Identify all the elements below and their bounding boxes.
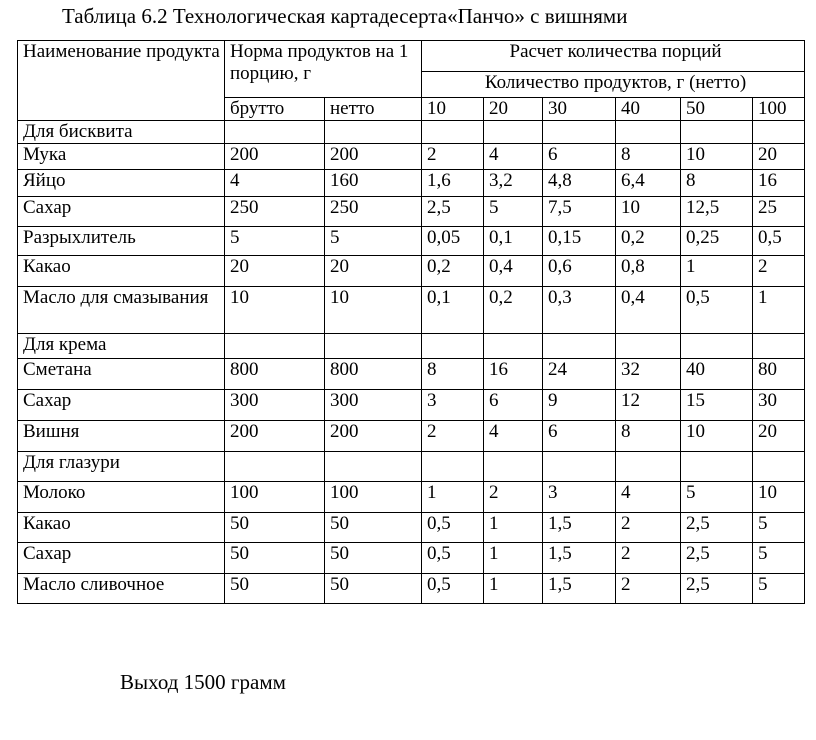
portion-value-100: 5 bbox=[753, 543, 805, 574]
portion-value-10: 0,1 bbox=[422, 287, 484, 334]
portion-value-30: 9 bbox=[543, 390, 616, 421]
empty-cell bbox=[484, 121, 543, 144]
table-row bbox=[18, 421, 805, 452]
portion-value-40: 2 bbox=[616, 513, 681, 543]
netto-cell: 160 bbox=[325, 170, 422, 197]
portion-value-10: 8 bbox=[422, 359, 484, 390]
section-label: Для крема bbox=[18, 334, 225, 359]
portion-value-100: 5 bbox=[753, 513, 805, 543]
portion-value-50: 10 bbox=[681, 144, 753, 170]
portion-value-50: 2,5 bbox=[681, 543, 753, 574]
portion-value-10: 2 bbox=[422, 421, 484, 452]
table-row bbox=[18, 170, 805, 197]
table-row bbox=[18, 144, 805, 170]
portion-value-40: 8 bbox=[616, 421, 681, 452]
header-portions-100: 100 bbox=[753, 98, 805, 121]
table-row bbox=[18, 197, 805, 227]
product-name: Масло сливочное bbox=[18, 574, 225, 604]
table-row bbox=[18, 390, 805, 421]
product-name: Вишня bbox=[18, 421, 225, 452]
product-name: Мука bbox=[18, 144, 225, 170]
empty-cell bbox=[543, 452, 616, 482]
portion-value-10: 0,5 bbox=[422, 513, 484, 543]
empty-cell bbox=[681, 334, 753, 359]
portion-value-10: 0,05 bbox=[422, 227, 484, 256]
portion-value-40: 2 bbox=[616, 574, 681, 604]
yield-text: Выход 1500 грамм bbox=[120, 670, 286, 694]
portion-value-50: 2,5 bbox=[681, 574, 753, 604]
portion-value-50: 8 bbox=[681, 170, 753, 197]
section-label: Для бисквита bbox=[18, 121, 225, 144]
product-name: Сахар bbox=[18, 197, 225, 227]
portion-value-100: 20 bbox=[753, 144, 805, 170]
header-netto: нетто bbox=[325, 98, 422, 121]
empty-cell bbox=[753, 121, 805, 144]
portion-value-30: 24 bbox=[543, 359, 616, 390]
table-row bbox=[18, 482, 805, 513]
portion-value-20: 0,4 bbox=[484, 256, 543, 287]
portion-value-30: 7,5 bbox=[543, 197, 616, 227]
empty-cell bbox=[225, 452, 325, 482]
portion-value-100: 16 bbox=[753, 170, 805, 197]
netto-cell: 50 bbox=[325, 574, 422, 604]
netto-cell: 10 bbox=[325, 287, 422, 334]
portion-value-50: 5 bbox=[681, 482, 753, 513]
netto-cell: 250 bbox=[325, 197, 422, 227]
empty-cell bbox=[616, 452, 681, 482]
portion-value-40: 32 bbox=[616, 359, 681, 390]
product-name: Молоко bbox=[18, 482, 225, 513]
portion-value-100: 80 bbox=[753, 359, 805, 390]
portion-value-40: 12 bbox=[616, 390, 681, 421]
portion-value-30: 6 bbox=[543, 144, 616, 170]
portion-value-30: 3 bbox=[543, 482, 616, 513]
portion-value-20: 0,2 bbox=[484, 287, 543, 334]
portion-value-100: 10 bbox=[753, 482, 805, 513]
product-name: Сахар bbox=[18, 390, 225, 421]
product-name: Сахар bbox=[18, 543, 225, 574]
product-name: Сметана bbox=[18, 359, 225, 390]
empty-cell bbox=[325, 121, 422, 144]
brutto-cell: 250 bbox=[225, 197, 325, 227]
section-label: Для глазури bbox=[18, 452, 225, 482]
portion-value-10: 0,5 bbox=[422, 574, 484, 604]
empty-cell bbox=[325, 334, 422, 359]
portion-value-20: 4 bbox=[484, 421, 543, 452]
tech-card-table bbox=[17, 40, 805, 604]
netto-cell: 300 bbox=[325, 390, 422, 421]
table-row bbox=[18, 227, 805, 256]
portion-value-50: 15 bbox=[681, 390, 753, 421]
portion-value-10: 1 bbox=[422, 482, 484, 513]
empty-cell bbox=[681, 121, 753, 144]
portion-value-50: 10 bbox=[681, 421, 753, 452]
header-calc: Расчет количества порций bbox=[422, 41, 805, 72]
table-title: Таблица 6.2 Технологическая картадесерта«Панчо» с вишнями bbox=[62, 4, 628, 28]
header-portions-30: 30 bbox=[543, 98, 616, 121]
empty-cell bbox=[422, 121, 484, 144]
table-row bbox=[18, 543, 805, 574]
portion-value-20: 1 bbox=[484, 574, 543, 604]
empty-cell bbox=[543, 121, 616, 144]
netto-cell: 200 bbox=[325, 421, 422, 452]
empty-cell bbox=[225, 334, 325, 359]
portion-value-40: 10 bbox=[616, 197, 681, 227]
portion-value-20: 16 bbox=[484, 359, 543, 390]
table-row bbox=[18, 513, 805, 543]
portion-value-10: 1,6 bbox=[422, 170, 484, 197]
netto-cell: 800 bbox=[325, 359, 422, 390]
empty-cell bbox=[422, 452, 484, 482]
product-name: Какао bbox=[18, 256, 225, 287]
portion-value-50: 2,5 bbox=[681, 513, 753, 543]
brutto-cell: 20 bbox=[225, 256, 325, 287]
portion-value-30: 1,5 bbox=[543, 513, 616, 543]
brutto-cell: 50 bbox=[225, 513, 325, 543]
section-row bbox=[18, 334, 805, 359]
portion-value-20: 4 bbox=[484, 144, 543, 170]
portion-value-100: 1 bbox=[753, 287, 805, 334]
header-norm: Норма продуктов на 1 порцию, г bbox=[225, 41, 422, 98]
brutto-cell: 200 bbox=[225, 421, 325, 452]
table-row bbox=[18, 287, 805, 334]
portion-value-50: 12,5 bbox=[681, 197, 753, 227]
portion-value-40: 0,2 bbox=[616, 227, 681, 256]
empty-cell bbox=[484, 452, 543, 482]
netto-cell: 50 bbox=[325, 513, 422, 543]
portion-value-30: 1,5 bbox=[543, 574, 616, 604]
netto-cell: 200 bbox=[325, 144, 422, 170]
table-row bbox=[18, 359, 805, 390]
table-row bbox=[18, 574, 805, 604]
portion-value-50: 0,5 bbox=[681, 287, 753, 334]
brutto-cell: 50 bbox=[225, 574, 325, 604]
portion-value-20: 2 bbox=[484, 482, 543, 513]
portion-value-10: 2,5 bbox=[422, 197, 484, 227]
portion-value-50: 1 bbox=[681, 256, 753, 287]
brutto-cell: 800 bbox=[225, 359, 325, 390]
portion-value-10: 0,5 bbox=[422, 543, 484, 574]
brutto-cell: 100 bbox=[225, 482, 325, 513]
portion-value-100: 0,5 bbox=[753, 227, 805, 256]
product-name: Разрыхлитель bbox=[18, 227, 225, 256]
portion-value-10: 2 bbox=[422, 144, 484, 170]
brutto-cell: 300 bbox=[225, 390, 325, 421]
section-row bbox=[18, 452, 805, 482]
header-qty: Количество продуктов, г (нетто) bbox=[422, 72, 805, 98]
portion-value-20: 3,2 bbox=[484, 170, 543, 197]
brutto-cell: 50 bbox=[225, 543, 325, 574]
portion-value-20: 5 bbox=[484, 197, 543, 227]
portion-value-40: 0,8 bbox=[616, 256, 681, 287]
portion-value-30: 0,15 bbox=[543, 227, 616, 256]
brutto-cell: 10 bbox=[225, 287, 325, 334]
section-row bbox=[18, 121, 805, 144]
netto-cell: 5 bbox=[325, 227, 422, 256]
brutto-cell: 4 bbox=[225, 170, 325, 197]
header-portions-50: 50 bbox=[681, 98, 753, 121]
brutto-cell: 200 bbox=[225, 144, 325, 170]
portion-value-100: 30 bbox=[753, 390, 805, 421]
netto-cell: 20 bbox=[325, 256, 422, 287]
portion-value-100: 2 bbox=[753, 256, 805, 287]
empty-cell bbox=[616, 334, 681, 359]
product-name: Какао bbox=[18, 513, 225, 543]
header-portions-10: 10 bbox=[422, 98, 484, 121]
portion-value-50: 0,25 bbox=[681, 227, 753, 256]
portion-value-20: 0,1 bbox=[484, 227, 543, 256]
portion-value-30: 0,6 bbox=[543, 256, 616, 287]
portion-value-30: 1,5 bbox=[543, 543, 616, 574]
portion-value-40: 8 bbox=[616, 144, 681, 170]
portion-value-30: 6 bbox=[543, 421, 616, 452]
brutto-cell: 5 bbox=[225, 227, 325, 256]
empty-cell bbox=[753, 334, 805, 359]
portion-value-20: 1 bbox=[484, 513, 543, 543]
table-row bbox=[18, 256, 805, 287]
header-portions-40: 40 bbox=[616, 98, 681, 121]
portion-value-40: 4 bbox=[616, 482, 681, 513]
portion-value-100: 20 bbox=[753, 421, 805, 452]
netto-cell: 50 bbox=[325, 543, 422, 574]
portion-value-30: 0,3 bbox=[543, 287, 616, 334]
product-name: Яйцо bbox=[18, 170, 225, 197]
product-name: Масло для смазывания bbox=[18, 287, 225, 334]
empty-cell bbox=[325, 452, 422, 482]
netto-cell: 100 bbox=[325, 482, 422, 513]
portion-value-10: 3 bbox=[422, 390, 484, 421]
portion-value-40: 0,4 bbox=[616, 287, 681, 334]
empty-cell bbox=[681, 452, 753, 482]
portion-value-100: 5 bbox=[753, 574, 805, 604]
portion-value-20: 6 bbox=[484, 390, 543, 421]
empty-cell bbox=[543, 334, 616, 359]
portion-value-40: 2 bbox=[616, 543, 681, 574]
empty-cell bbox=[225, 121, 325, 144]
portion-value-50: 40 bbox=[681, 359, 753, 390]
portion-value-100: 25 bbox=[753, 197, 805, 227]
portion-value-10: 0,2 bbox=[422, 256, 484, 287]
empty-cell bbox=[422, 334, 484, 359]
empty-cell bbox=[484, 334, 543, 359]
header-name: Наименование продукта bbox=[18, 41, 225, 121]
portion-value-20: 1 bbox=[484, 543, 543, 574]
header-brutto: брутто bbox=[225, 98, 325, 121]
portion-value-30: 4,8 bbox=[543, 170, 616, 197]
empty-cell bbox=[753, 452, 805, 482]
empty-cell bbox=[616, 121, 681, 144]
header-portions-20: 20 bbox=[484, 98, 543, 121]
portion-value-40: 6,4 bbox=[616, 170, 681, 197]
